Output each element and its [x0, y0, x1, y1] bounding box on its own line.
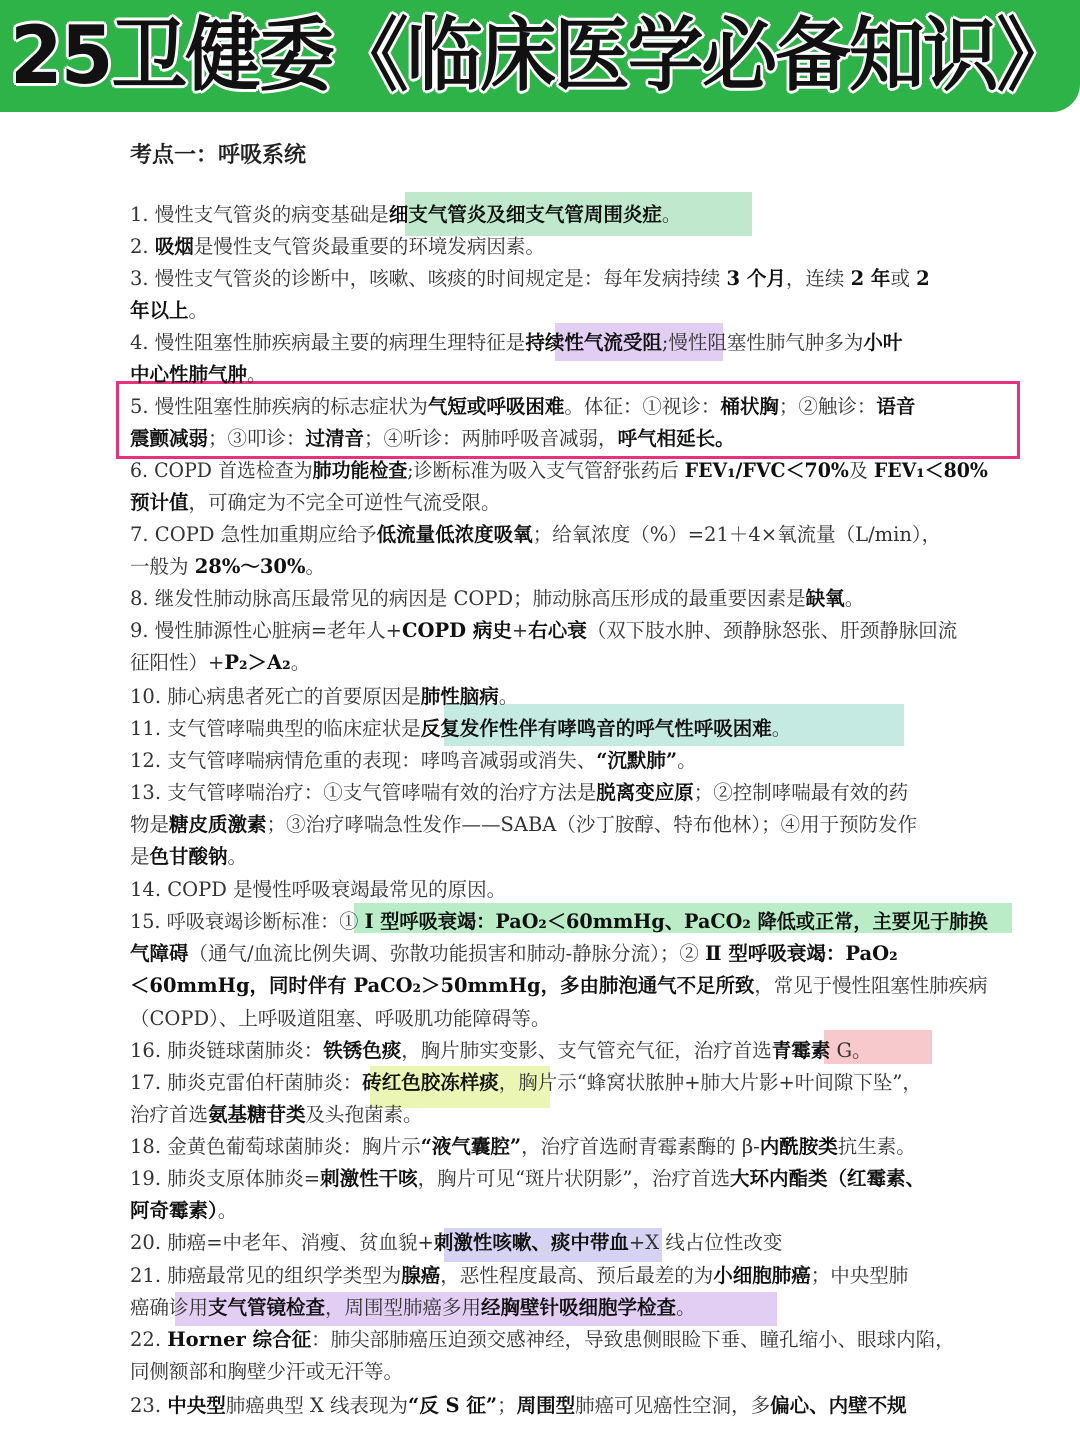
- text-run: ，胸片肺实变影、支气管充气征，治疗首选: [401, 1039, 772, 1062]
- text-run: 18. 金黄色葡萄球菌肺炎：胸片示: [130, 1135, 421, 1158]
- text-run: 13. 支气管哮喘治疗：①支气管哮喘有效的治疗方法是: [130, 781, 597, 804]
- bold-term: Horner 综合征: [167, 1328, 312, 1351]
- bold-term: 预计值: [130, 491, 189, 514]
- section-heading: 考点一：呼吸系统: [130, 142, 307, 168]
- text-run: 抗生素。: [837, 1135, 916, 1158]
- text-run: 3. 慢性支气管炎的诊断中，咳嗽、咳痰的时间规定是：每年发病持续: [130, 267, 727, 290]
- bold-term: 缺氧: [805, 587, 845, 610]
- text-line: [130, 777, 908, 809]
- text-line: [130, 809, 917, 841]
- text-run: ，可确定为不完全可逆性气流受限。: [188, 491, 501, 514]
- text-run: 癌确诊用: [130, 1296, 209, 1319]
- bold-term: 周围型: [516, 1394, 576, 1417]
- text-run: ；③治疗哮喘急性发作——SABA（沙丁胺醇、特布他林）；④用于预防发作: [266, 813, 918, 836]
- bold-term: ＜60mmHg，同时伴有 PaCO₂＞50mmHg，多由肺泡通气不足所致: [130, 974, 755, 997]
- text-line: [130, 327, 902, 359]
- text-run: 。: [188, 299, 209, 322]
- text-line: [130, 583, 864, 615]
- text-run: ，常见于慢性阻塞性肺疾病: [754, 974, 988, 997]
- text-run: 同侧额部和胸壁少汗或无汗等。: [130, 1360, 404, 1383]
- text-run: 是慢性支气管炎最重要的环境发病因素。: [193, 235, 545, 258]
- text-run: 。: [676, 1296, 696, 1319]
- bold-term: 砖红色胶冻样痰: [362, 1071, 499, 1094]
- text-run: +: [511, 619, 529, 642]
- bold-term: 脱离变应原: [596, 781, 694, 804]
- bold-term: 小叶: [863, 331, 903, 354]
- text-line: [130, 681, 518, 713]
- text-line: [130, 874, 506, 906]
- page-title: 25卫健委《临床医学必备知识》: [10, 9, 1071, 102]
- bold-term: 糖皮质激素: [169, 813, 267, 836]
- bold-term: 大环内酯类（红霉素、: [730, 1167, 926, 1190]
- text-run: +X 线占位性改变: [628, 1231, 783, 1254]
- text-line: [130, 1067, 922, 1099]
- text-run: 19. 肺炎支原体肺炎=: [130, 1167, 321, 1190]
- bold-term: 年以上: [130, 299, 189, 322]
- text-run: 及: [848, 459, 874, 482]
- bold-term: Ⅱ 型呼吸衰竭：PaO₂: [705, 942, 898, 965]
- text-line: [130, 1227, 782, 1259]
- text-run: （通气/血流比例失调、弥散功能损害和肺动-静脉分流）；②: [188, 942, 706, 965]
- bold-term: 偏心、内壁不规: [770, 1394, 907, 1417]
- text-line: [130, 1195, 237, 1227]
- bold-term: “反 S 征”: [408, 1394, 498, 1417]
- bold-term: 2: [916, 267, 930, 290]
- text-line: [130, 1003, 550, 1035]
- bold-term: “液气囊腔”: [420, 1135, 522, 1158]
- bold-term: 阿奇霉素）: [130, 1199, 218, 1222]
- text-run: ，周围型肺癌多用: [325, 1296, 482, 1319]
- text-line: [130, 647, 310, 679]
- text-run: ；中央型肺: [810, 1264, 909, 1287]
- bold-term: 腺癌: [401, 1264, 441, 1287]
- title-banner: [0, 0, 1080, 112]
- bold-term: 细支气管炎及细支气管周围炎症: [388, 203, 662, 226]
- text-line: [130, 1131, 916, 1163]
- bold-term: 过清音: [305, 427, 365, 450]
- bold-term: 刺激性干咳: [320, 1167, 418, 1190]
- bold-term: 经胸壁针吸细胞学检查: [481, 1296, 677, 1319]
- bold-term: 青霉素: [771, 1039, 831, 1062]
- text-run: ;慢性阻塞性肺气肿多为: [661, 331, 864, 354]
- text-line: [130, 1292, 696, 1324]
- bold-term: 肺性脑病: [420, 685, 499, 708]
- text-run: 或: [890, 267, 917, 290]
- text-line: [130, 199, 681, 231]
- text-run: ，恶性程度最高、预后最差的为: [440, 1264, 714, 1287]
- bold-term: 28%～30%: [194, 555, 306, 578]
- text-run: 。: [305, 555, 326, 578]
- text-run: ;诊断标准为吸入支气管舒张药后: [407, 459, 685, 482]
- text-run: 6. COPD 首选检查为: [130, 459, 313, 482]
- bold-term: 持续性气流受阻: [525, 331, 662, 354]
- bold-term: COPD 病史: [401, 619, 512, 642]
- text-line: [130, 455, 988, 487]
- text-run: 17. 肺炎克雷伯杆菌肺炎：: [130, 1071, 363, 1094]
- bold-term: 反复发作性伴有哮鸣音的呼气性呼吸困难: [420, 717, 772, 740]
- text-run: 。: [217, 1199, 238, 1222]
- text-run: 。: [844, 587, 865, 610]
- text-run: ；②控制哮喘最有效的药: [693, 781, 909, 804]
- text-run: 。: [771, 717, 792, 740]
- bold-term: 内酰胺类: [759, 1135, 838, 1158]
- bold-term: 低流量低浓度吸氧: [376, 523, 533, 546]
- text-run: ；②触诊：: [778, 395, 877, 418]
- bold-term: FEV₁＜80%: [873, 459, 988, 482]
- text-run: 肺癌可见癌性空洞，多: [575, 1394, 771, 1417]
- bold-term: 肺功能检查: [312, 459, 408, 482]
- text-line: [130, 1099, 423, 1131]
- bold-term: “沉默肺”: [596, 749, 678, 772]
- text-run: 及头孢菌素。: [305, 1103, 423, 1126]
- text-line: [130, 615, 957, 647]
- bold-term: 小细胞肺癌: [713, 1264, 811, 1287]
- text-line: [130, 1163, 925, 1195]
- text-run: ；: [497, 1394, 517, 1417]
- text-line: [130, 970, 988, 1002]
- text-run: ；③叩诊：: [208, 427, 306, 450]
- bold-term: 色甘酸钠: [149, 845, 228, 868]
- bold-term: 支气管镜检查: [208, 1296, 326, 1319]
- text-run: （双下肢水肿、颈静脉怒张、肝颈静脉回流: [586, 619, 958, 642]
- text-run: 。体征：①视诊：: [564, 395, 721, 418]
- text-run: 。: [677, 749, 697, 772]
- text-run: 7. COPD 急性加重期应给予: [130, 523, 377, 546]
- text-run: 是: [130, 845, 150, 868]
- text-line: [130, 938, 898, 970]
- text-run: G。: [830, 1039, 872, 1062]
- bold-term: 气短或呼吸困难: [427, 395, 565, 418]
- text-line: [130, 1260, 908, 1292]
- text-line: [130, 745, 697, 777]
- text-run: 4. 慢性阻塞性肺疾病最主要的病理生理特征是: [130, 331, 526, 354]
- bold-term: 2 年: [850, 267, 891, 290]
- bold-term: 桶状胸: [720, 395, 779, 418]
- text-run: 9. 慢性肺源性心脏病=老年人+: [130, 619, 402, 642]
- bold-term: Ⅰ 型呼吸衰竭：PaO₂＜60mmHg、PaCO₂ 降低或正常，主要见于肺换: [364, 910, 988, 933]
- text-run: 治疗首选: [130, 1103, 209, 1126]
- text-run: （COPD）、上呼吸道阻塞、呼吸肌功能障碍等。: [130, 1007, 551, 1030]
- bold-term: FEV₁/FVC＜70%: [684, 459, 849, 482]
- text-run: 10. 肺心病患者死亡的首要原因是: [130, 685, 421, 708]
- text-run: 20. 肺癌=中老年、消瘦、贫血貌+: [130, 1231, 434, 1254]
- text-line: [130, 391, 915, 423]
- bold-term: 3 个月: [726, 267, 786, 290]
- text-run: 21. 肺癌最常见的组织学类型为: [130, 1264, 402, 1287]
- bold-term: 铁锈色痰: [323, 1039, 402, 1062]
- text-line: [130, 713, 791, 745]
- text-run: 11. 支气管哮喘典型的临床症状是: [130, 717, 421, 740]
- text-run: 22.: [130, 1328, 168, 1351]
- text-run: 肺癌典型 X 线表现为: [225, 1394, 409, 1417]
- text-line: [130, 1356, 403, 1388]
- text-run: 16. 肺炎链球菌肺炎：: [130, 1039, 324, 1062]
- text-line: [130, 231, 545, 263]
- text-run: 2.: [130, 235, 155, 258]
- bold-term: 气障碍: [130, 942, 189, 965]
- text-line: [130, 1324, 955, 1356]
- text-run: 物是: [130, 813, 170, 836]
- bold-term: 右心衰: [528, 619, 587, 642]
- text-line: [130, 423, 735, 455]
- bold-term: 中央型: [167, 1394, 226, 1417]
- text-run: 23.: [130, 1394, 168, 1417]
- bold-term: 吸烟: [154, 235, 194, 258]
- bold-term: 语音: [876, 395, 916, 418]
- text-line: [130, 263, 930, 295]
- text-run: 征阳性）+: [130, 651, 225, 674]
- text-line: [130, 551, 325, 583]
- text-run: 一般为: [130, 555, 195, 578]
- text-run: 。: [290, 651, 311, 674]
- text-run: ；④听诊：两肺呼吸音减弱，: [364, 427, 618, 450]
- text-line: [130, 519, 941, 551]
- text-run: 14. COPD 是慢性呼吸衰竭最常见的原因。: [130, 878, 507, 901]
- text-run: 。: [661, 203, 682, 226]
- text-run: 。: [227, 845, 248, 868]
- text-line: [130, 841, 247, 873]
- text-run: 15. 呼吸衰竭诊断标准：①: [130, 910, 365, 933]
- text-run: 5. 慢性阻塞性肺疾病的标志症状为: [130, 395, 428, 418]
- bold-term: P₂＞A₂: [224, 651, 291, 674]
- text-line: [130, 1390, 907, 1422]
- text-line: [130, 906, 988, 938]
- text-run: ，连续: [785, 267, 851, 290]
- bold-term: 刺激性咳嗽、痰中带血: [433, 1231, 629, 1254]
- text-run: 8. 继发性肺动脉高压最常见的病因是 COPD；肺动脉高压形成的最重要因素是: [130, 587, 806, 610]
- text-run: 。: [247, 363, 267, 386]
- text-run: ，胸片可见“斑片状阴影”，治疗首选: [417, 1167, 731, 1190]
- bold-term: 中心性肺气肿: [130, 363, 248, 386]
- text-run: 1. 慢性支气管炎的病变基础是: [130, 203, 389, 226]
- text-run: ：肺尖部肺癌压迫颈交感神经，导致患侧眼睑下垂、瞳孔缩小、眼球内陷，: [311, 1328, 955, 1351]
- text-line: [130, 487, 501, 519]
- text-line: [130, 1035, 872, 1067]
- text-run: ；给氧浓度（%）=21＋4×氧流量（L/min），: [532, 523, 942, 546]
- text-line: [130, 359, 267, 391]
- bold-term: 呼气相延长。: [617, 427, 735, 450]
- bold-term: 氨基糖苷类: [208, 1103, 306, 1126]
- bold-term: 震颤减弱: [130, 427, 209, 450]
- text-run: ，胸片示“蜂窝状脓肿+肺大片影+叶间隙下坠”，: [498, 1071, 922, 1094]
- text-run: 。: [498, 685, 519, 708]
- text-run: 12. 支气管哮喘病情危重的表现：哮鸣音减弱或消失、: [130, 749, 597, 772]
- text-run: ，治疗首选耐青霉素酶的 β-: [521, 1135, 760, 1158]
- text-line: [130, 295, 208, 327]
